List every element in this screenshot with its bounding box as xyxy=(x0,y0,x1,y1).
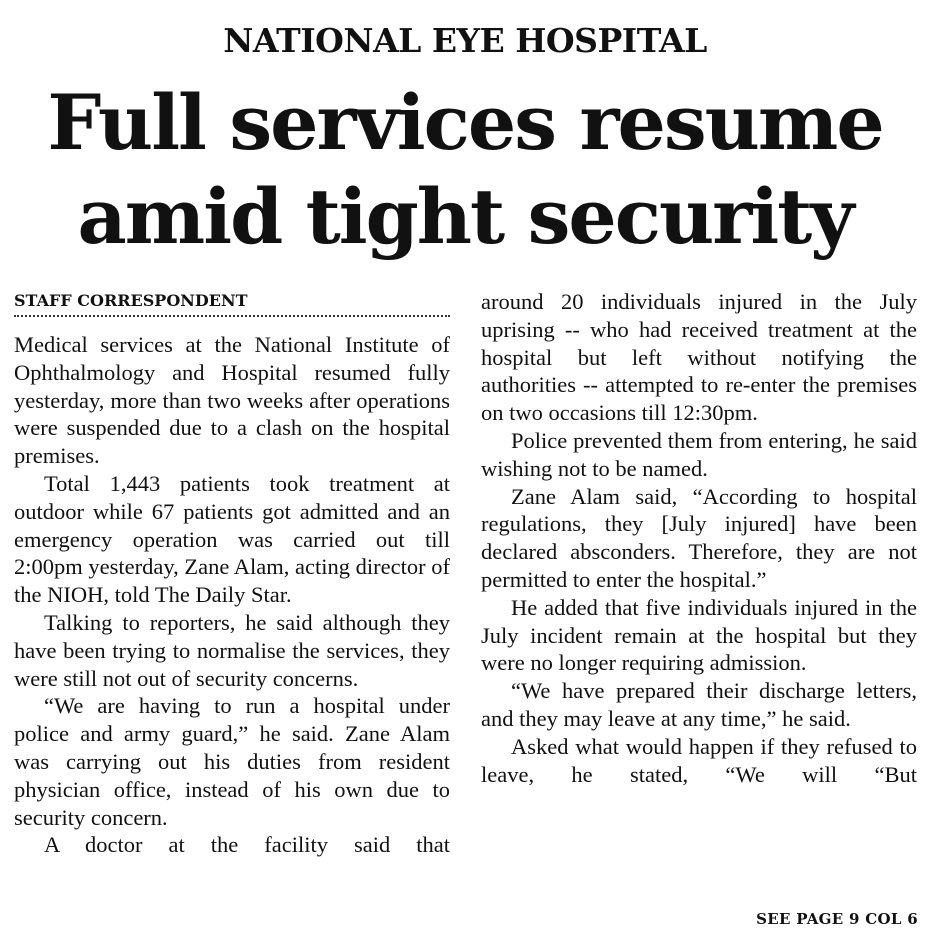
byline: STAFF CORRESPONDENT xyxy=(14,291,248,310)
paragraph: He added that five individuals injured in the July incident remain at the hospital but they were no longer requiring admission. xyxy=(481,594,917,676)
byline-divider xyxy=(14,315,450,317)
kicker: NATIONAL EYE HOSPITAL xyxy=(223,21,707,60)
paragraph: Asked what would happen if they refused to leave, he stated, “We will “But xyxy=(481,733,917,787)
paragraph: Zane Alam said, “According to hospital regulations, they [July injured] have been declared absconders. Therefore, they are not permitted to enter the hospital.” xyxy=(481,483,917,592)
paragraph: A doctor at the facility said that xyxy=(44,832,450,858)
paragraph: Total 1,443 patients took treatment at outdoor while 67 patients got admitted and an emergency operation was carried out till 2:00pm yesterday, Zane Alam, acting director of the NIOH, told The Daily Star. xyxy=(14,470,450,608)
paragraph: “We have prepared their discharge letters, and they may leave at any time,” he said. xyxy=(481,678,917,731)
continuation-jump: SEE PAGE 9 COL 6 xyxy=(756,910,918,928)
paragraph: Talking to reporters, he said although they have been trying to normalise the services, they were still not out of security concerns. xyxy=(14,609,450,691)
column-left xyxy=(14,290,450,859)
paragraph: “We are having to run a hospital under police and army guard,” he said. Zane Alam was carrying out his duties from resident physician office, instead of his own due to security concern. xyxy=(14,693,450,830)
headline-line-2: amid tight security xyxy=(77,172,853,261)
headline xyxy=(0,76,930,264)
headline-line-1: Full services resume xyxy=(47,78,883,167)
paragraph: around 20 individuals injured in the July uprising -- who had received treatment at the hospital but left without notifying the authorities -- attempted to re-enter the premises on two occasions till 12:30pm. xyxy=(481,289,917,426)
paragraph: Medical services at the National Institute of Ophthalmology and Hospital resumed fully yesterday, more than two weeks after operations were suspended due to a clash on the hospital premises. xyxy=(14,332,450,469)
paragraph: Police prevented them from entering, he said wishing not to be named. xyxy=(481,427,917,481)
column-right xyxy=(481,288,917,788)
